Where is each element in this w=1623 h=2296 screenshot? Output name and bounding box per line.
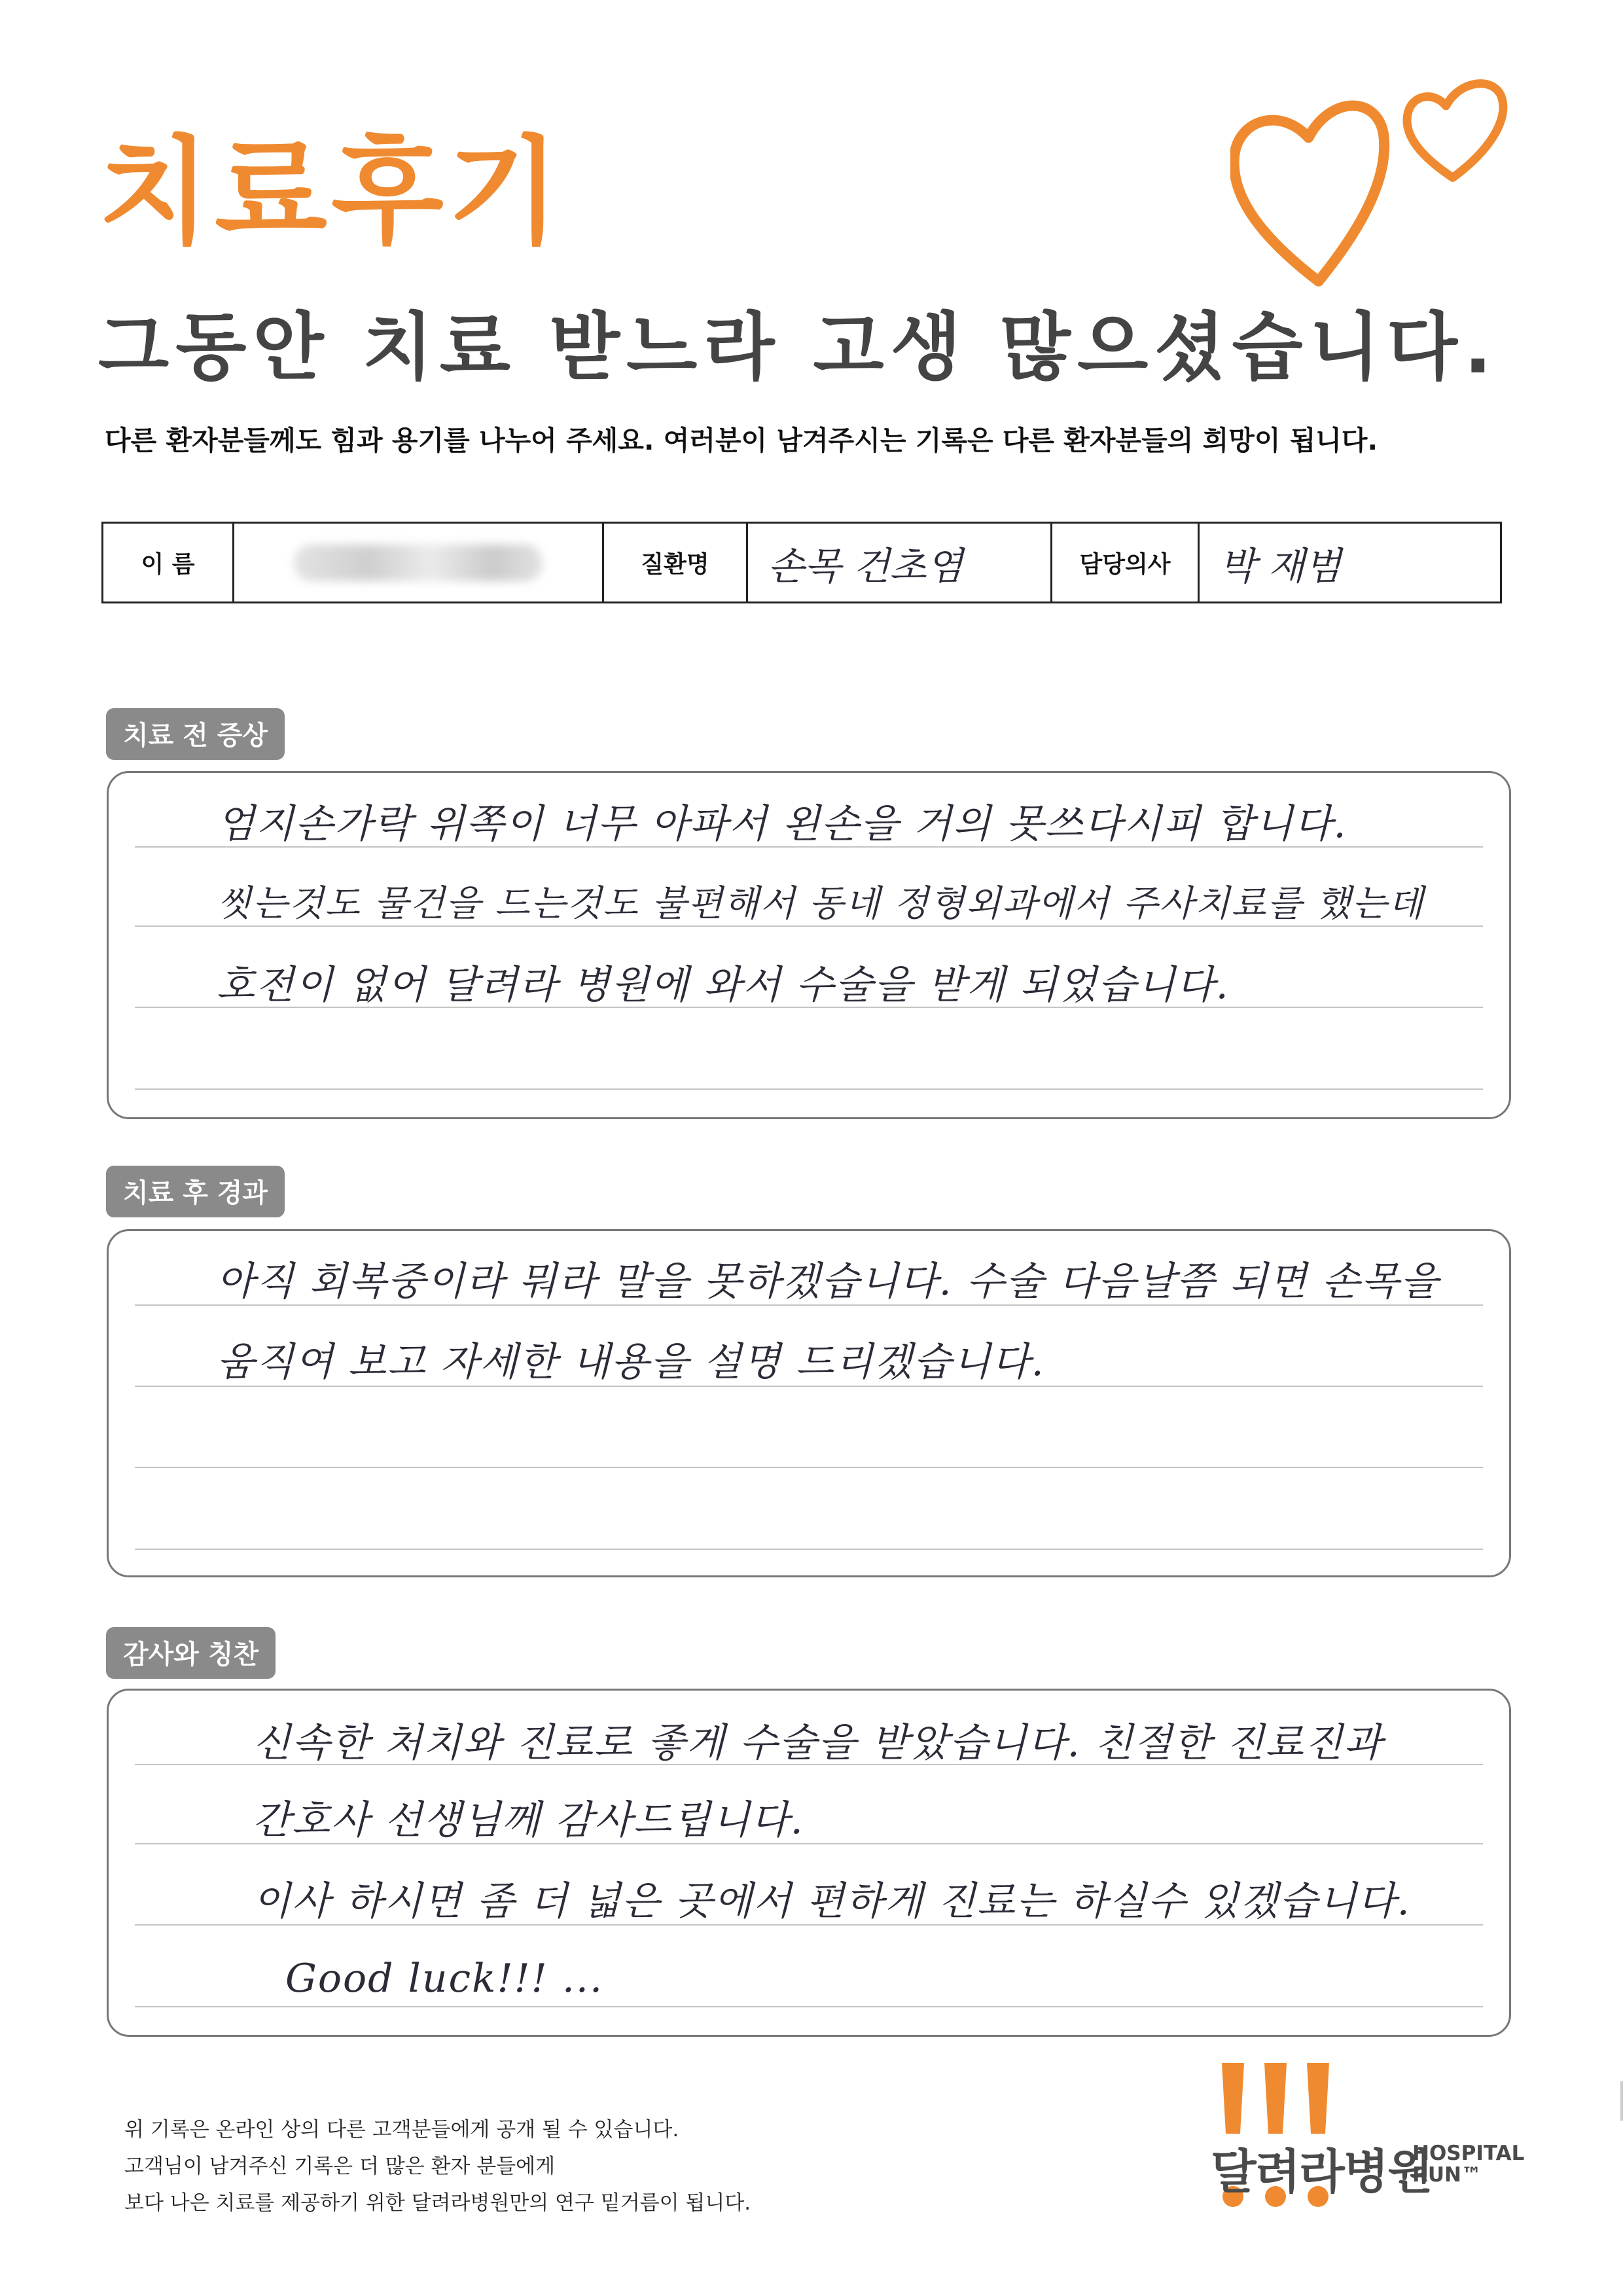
large-heart-icon <box>1230 103 1393 287</box>
handwritten-line: 움직여 보고 자세한 내용을 설명 드리겠습니다. <box>217 1339 1045 1385</box>
hearts-illustration <box>1230 65 1544 288</box>
doctor-label-cell <box>1052 524 1200 601</box>
diagnosis-label-cell <box>604 524 748 601</box>
diagnosis-value-cell <box>748 524 1052 601</box>
name-label: 이 름 <box>141 551 195 578</box>
doctor-value: 박 재범 <box>1219 543 1342 588</box>
ruled-line <box>135 1304 1483 1306</box>
handwritten-line: 이사 하시면 좀 더 넓은 곳에서 편하게 진료는 하실수 있겠습니다. <box>253 1878 1411 1924</box>
redacted-name <box>294 545 543 581</box>
ruled-line <box>135 1843 1483 1844</box>
section-tag-before: 치료 전 증상 <box>106 708 285 760</box>
ruled-line <box>135 1088 1483 1090</box>
ruled-line <box>135 1549 1483 1550</box>
scan-edge-mark <box>1620 2081 1623 2121</box>
ruled-line <box>135 1924 1483 1926</box>
ruled-line <box>135 2006 1483 2007</box>
headline: 그동안 치료 받느라 고생 많으셨습니다. <box>98 305 1499 390</box>
ruled-line <box>135 1467 1483 1468</box>
name-label-cell <box>103 524 234 601</box>
ruled-line <box>135 1386 1483 1387</box>
subheadline: 다른 환자분들께도 힘과 용기를 나누어 주세요. 여러분이 남겨주시는 기록은 다른 환자분들의 희망이 됩니다. <box>105 425 1378 456</box>
logo-name-english-line2: RUN™ <box>1412 2162 1482 2187</box>
after-result-box <box>107 1229 1511 1577</box>
patient-info-table <box>101 522 1502 603</box>
footer-line: 고객님이 남겨주신 기록은 더 많은 환자 분들에게 <box>124 2155 556 2178</box>
handwritten-line: 간호사 선생님께 감사드립니다. <box>253 1797 804 1843</box>
logo-name-english-line1: HOSPITAL <box>1412 2142 1525 2165</box>
diagnosis-value: 손목 건초염 <box>768 543 963 588</box>
diagnosis-label: 질환명 <box>641 551 709 578</box>
before-symptoms-box <box>107 771 1511 1119</box>
doctor-label: 담당의사 <box>1079 551 1171 578</box>
handwritten-line: 엄지손가락 위쪽이 너무 아파서 왼손을 거의 못쓰다시피 합니다. <box>217 801 1347 847</box>
ruled-line <box>135 925 1483 927</box>
footer-line: 보다 나은 치료를 제공하기 위한 달려라병원만의 연구 밑거름이 됩니다. <box>124 2191 751 2215</box>
handwritten-line: 씻는것도 물건을 드는것도 불편해서 동네 정형외과에서 주사치료를 했는데 <box>217 882 1425 924</box>
section-tag-thanks: 감사와 칭찬 <box>106 1627 276 1679</box>
footer-line: 위 기록은 온라인 상의 다른 고객분들에게 공개 될 수 있습니다. <box>124 2118 679 2142</box>
thanks-box <box>107 1689 1511 2037</box>
handwritten-line: 호전이 없어 달려라 병원에 와서 수술을 받게 되었습니다. <box>217 962 1230 1008</box>
handwritten-line: Good luck!!! ... <box>285 1956 604 2001</box>
hospital-logo <box>1211 2062 1531 2212</box>
handwritten-line: 아직 회복중이라 뭐라 말을 못하겠습니다. 수술 다음날쯤 되면 손목을 <box>217 1259 1440 1304</box>
logo-name-korean: 달려라병원 <box>1211 2144 1432 2199</box>
section-tag-after: 치료 후 경과 <box>106 1166 285 1217</box>
small-heart-icon <box>1403 81 1512 183</box>
logo-name-english <box>1412 2143 1524 2185</box>
doctor-value-cell <box>1200 524 1500 601</box>
handwritten-line: 신속한 처치와 진료로 좋게 수술을 받았습니다. 친절한 진료진과 <box>253 1720 1383 1766</box>
name-value-cell <box>234 524 604 601</box>
document-title: 치료후기 <box>98 124 564 260</box>
